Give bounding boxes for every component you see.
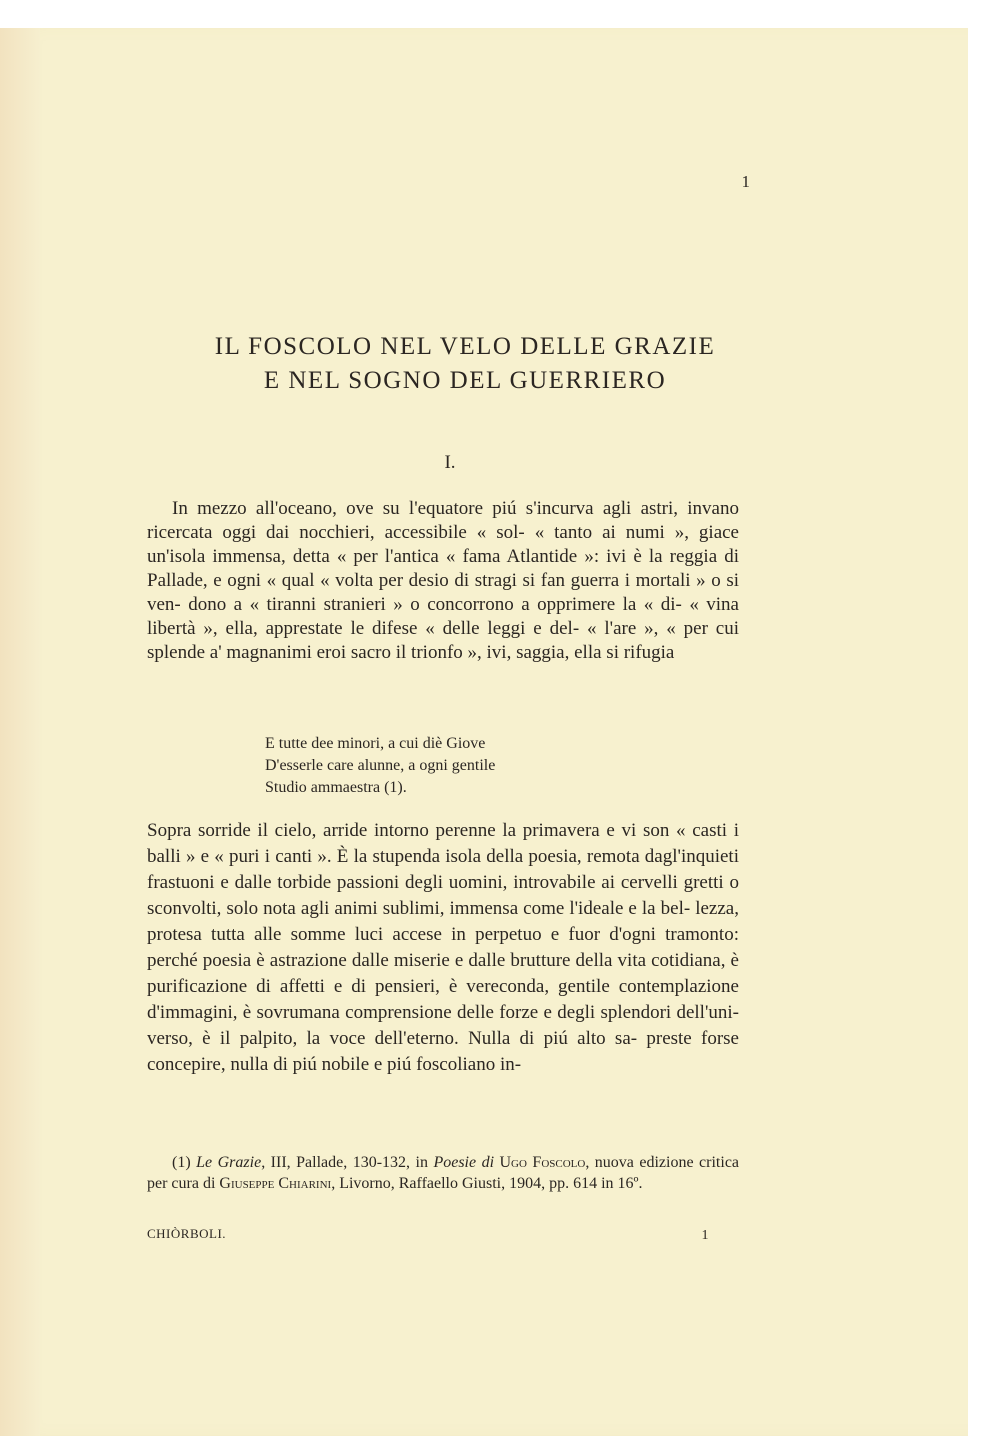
verse-line: D'esserle care alunne, a ogni gentile: [265, 757, 496, 774]
page-edge: [0, 28, 40, 1436]
footnote-author: Ugo Foscolo: [499, 1154, 586, 1171]
book-page: [0, 28, 968, 1436]
verse-quote: [265, 733, 645, 799]
page-number: 1: [741, 172, 750, 191]
footnote-editor: Giuseppe Chiarini: [219, 1175, 332, 1192]
footnote-edition: , nuova edizione critica per cura di: [147, 1154, 740, 1192]
paragraph-1: In mezzo all'oceano, ove su l'equatore piú s'incurva agli astri, invano ricercata oggi dai nocchieri, accessibile « sol- « tanto ai numi », giace un'isola immensa, detta « per l'antica « fama Atlantide »: ivi è la reggia di Pallade, e ogni « qual « volta per desio di stragi si fan guerra i mortali » o si ven- dono a « tiranni stranieri » o concorrono a opprimere la « di- « vina libertà », ella, apprestate le difese « delle leggi e del- « l'are », « per cui splende a' magnanimi eroi sacro il trionfo », ivi, saggia, ella si rifugia: [147, 498, 739, 663]
footnote: [147, 1152, 739, 1194]
signature-mark: CHIÒRBOLI.: [147, 1226, 227, 1241]
title-line-1: IL FOSCOLO NEL VELO DELLE GRAZIE: [214, 333, 716, 360]
footnote-collection: Poesie di: [433, 1154, 495, 1171]
footnote-ref: , III, Pallade, 130-132, in: [261, 1154, 434, 1171]
footnote-publication: , Livorno, Raffaello Giusti, 1904, pp. 614 in 16º.: [331, 1175, 643, 1192]
footnote-work-title: Le Grazie: [196, 1154, 262, 1171]
sheet-number: 1: [701, 1228, 709, 1243]
chapter-title: [120, 330, 810, 398]
verse-line: Studio ammaestra (1).: [265, 779, 407, 796]
section-number: I.: [444, 452, 456, 473]
paragraph-2: Sopra sorride il cielo, arride intorno perenne la primavera e vi son « casti i balli » e « puri i canti ». È la stupenda isola della poesia, remota dagl'inquieti frastuoni e dalle torbide passioni degli uomini, introvabile ai cervelli gretti o sconvolti, solo nota agli animi sublimi, immensa come l'ideale e la bel- lezza, protesa tutta alle somme luci accese in perpetuo e fuor d'ogni tramonto: perché poesia è astrazione dalle miserie e dalle brutture della vita cotidiana, è purificazione di affetti e di pensieri, è vereconda, gentile contemplazione d'immagini, è sovrumana comprensione delle forze e degli splendori dell'uni- verso, è il palpito, la voce dell'eterno. Nulla di piú alto sa- preste forse concepire, nulla di piú nobile e piú foscoliano in-: [147, 820, 739, 1075]
title-line-2: E NEL SOGNO DEL GUERRIERO: [263, 367, 667, 394]
verse-line: E tutte dee minori, a cui diè Giove: [265, 735, 486, 752]
footnote-marker: (1): [172, 1154, 191, 1171]
